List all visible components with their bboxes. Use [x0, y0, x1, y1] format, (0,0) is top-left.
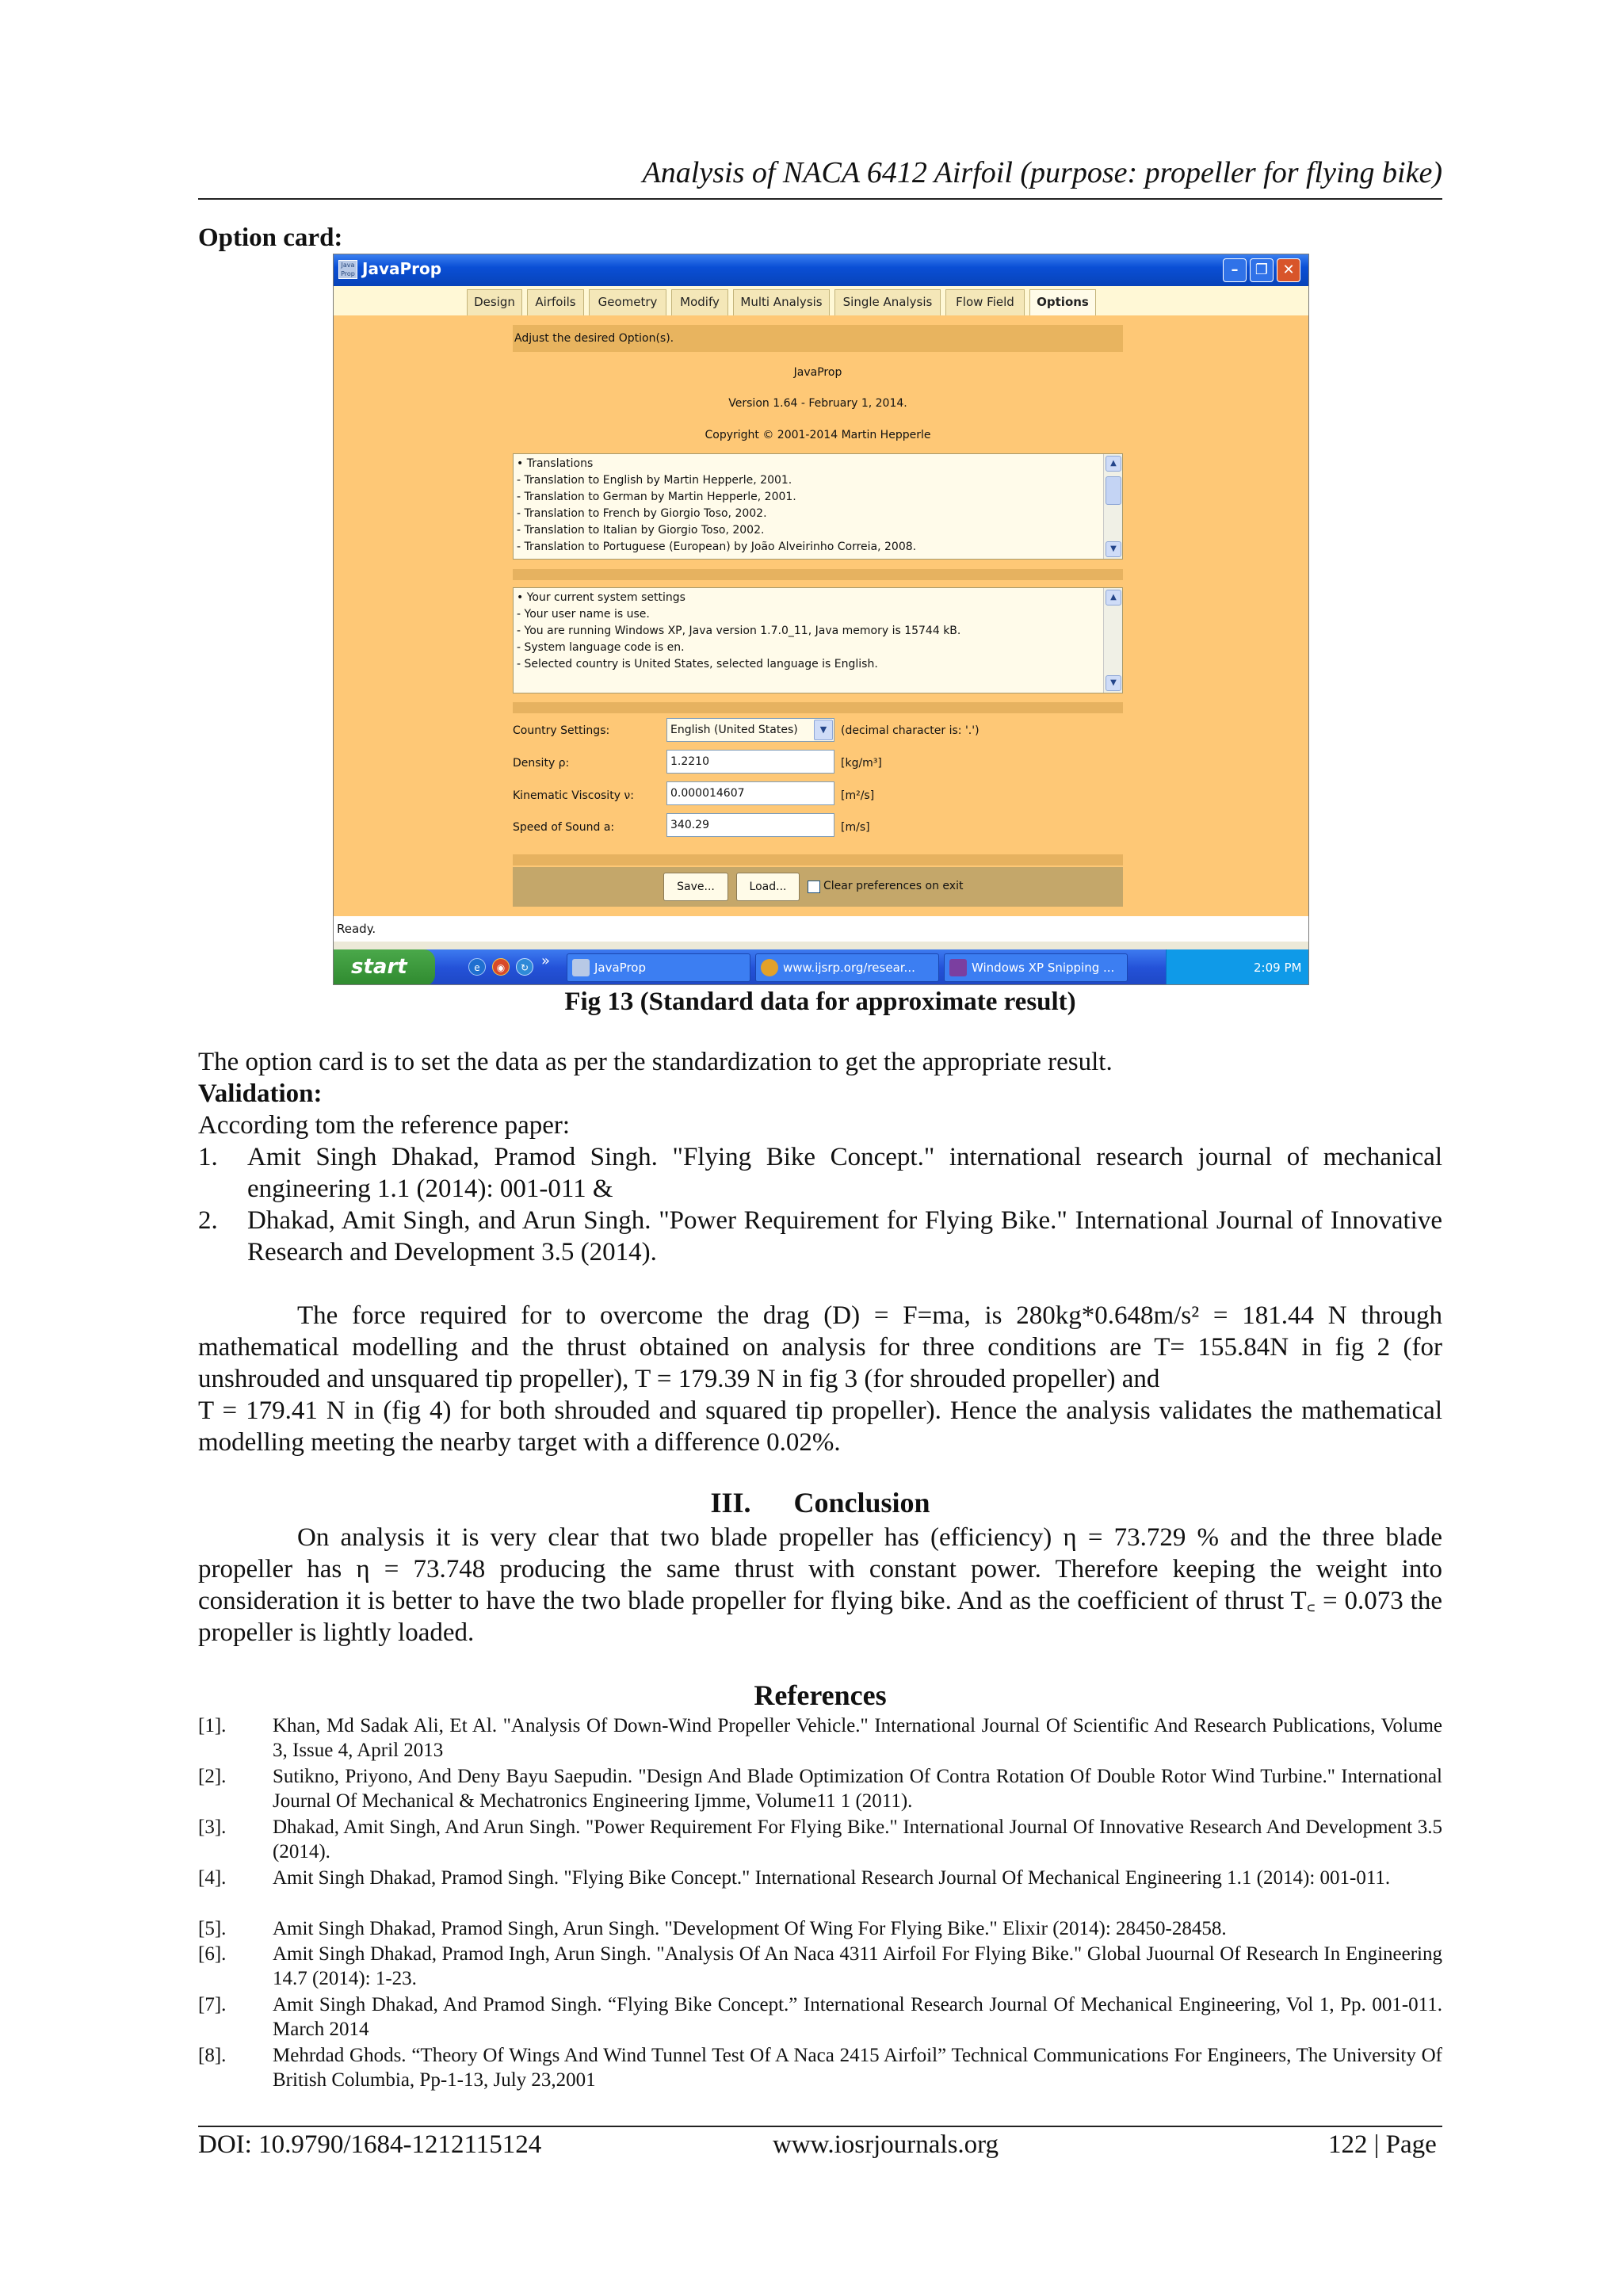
scroll-down-icon[interactable]: ▼	[1106, 675, 1121, 691]
viscosity-label: Kinematic Viscosity ν:	[513, 789, 634, 802]
paragraph-option-card: The option card is to set the data as per the standardization to get the appropriate result.	[198, 1048, 1113, 1076]
window-titlebar	[334, 254, 1308, 286]
status-text: Ready.	[334, 916, 1308, 942]
separator-strip	[513, 854, 1123, 865]
chrome-quicklaunch-icon[interactable]: ◉	[492, 958, 510, 976]
instruction-bar: Adjust the desired Option(s).	[513, 325, 1123, 352]
taskbar-item-label: www.ijsrp.org/resear...	[783, 961, 915, 975]
reference-item: Amit Singh Dhakad, Pramod Singh, Arun Singh. "Development Of Wing For Flying Bike." Elixir (2014): 28450-28458.	[273, 1918, 1227, 1939]
reference-number: [5].	[198, 1918, 227, 1939]
text-line: - Translation to English by Martin Hepperle, 2001.	[517, 474, 792, 487]
separator-strip	[513, 569, 1123, 580]
reference-item: Amit Singh Dhakad, And Pramod Singh. “Flying Bike Concept.” International Research Journal Of Mechanical Engineering, Vol 1, Pp. 001-011. March 2014	[273, 1994, 1442, 2040]
tab-geometry[interactable]: Geometry	[589, 289, 666, 315]
ie-quicklaunch-icon[interactable]: e	[468, 958, 486, 976]
expand-quicklaunch-icon[interactable]: »	[541, 953, 551, 969]
taskbar-item-snipping[interactable]	[944, 953, 1128, 982]
tab-design[interactable]: Design	[467, 289, 522, 315]
tab-multi-analysis[interactable]: Multi Analysis	[733, 289, 830, 315]
text-line: - Translation to Italian by Giorgio Toso, 2002.	[517, 524, 765, 537]
translations-textarea[interactable]	[513, 453, 1123, 560]
tab-bar	[334, 286, 1308, 315]
reference-number: [6].	[198, 1943, 227, 1965]
footer-doi: DOI: 10.9790/1684-1212115124	[198, 2130, 542, 2159]
running-title: Analysis of NACA 6412 Airfoil (purpose: propeller for flying bike)	[198, 152, 1442, 200]
scrollbar[interactable]	[1103, 454, 1122, 559]
density-unit: [kg/m³]	[841, 757, 882, 770]
refresh-quicklaunch-icon[interactable]: ↻	[516, 958, 533, 976]
footer-rule	[198, 2126, 1442, 2127]
speed-of-sound-label: Speed of Sound a:	[513, 821, 615, 834]
start-button[interactable]: start	[334, 949, 435, 985]
load-button[interactable]: Load...	[736, 873, 800, 901]
scroll-up-icon[interactable]: ▲	[1106, 590, 1121, 606]
javaprop-app-icon: Java Prop	[338, 260, 357, 279]
system-tray	[1166, 949, 1308, 985]
scroll-down-icon[interactable]: ▼	[1106, 541, 1121, 557]
viscosity-unit: [m²/s]	[841, 789, 875, 802]
restore-button[interactable]: ❐	[1250, 258, 1274, 282]
reference-item: Khan, Md Sadak Ali, Et Al. "Analysis Of Down-Wind Propeller Vehicle." International Journal Of Scientific And Research Publications, Volume 3, Issue 4, April 2013	[273, 1715, 1442, 1761]
tab-flow-field[interactable]: Flow Field	[945, 289, 1025, 315]
reference-item: Amit Singh Dhakad, Pramod Ingh, Arun Singh. "Analysis Of An Naca 4311 Airfoil For Flying Bike." Global Juournal Of Research In Engineering 14.7 (2014): 1-23.	[273, 1943, 1442, 1989]
reference-number: [4].	[198, 1867, 227, 1889]
save-button[interactable]: Save...	[663, 873, 728, 901]
button-bar	[513, 867, 1123, 907]
country-select[interactable]	[666, 718, 834, 742]
app-name: JavaProp	[793, 366, 842, 379]
reference-number: [2].	[198, 1766, 227, 1787]
copyright-text: Copyright © 2001-2014 Martin Hepperle	[705, 429, 931, 441]
text-line: - Selected country is United States, selected language is English.	[517, 658, 878, 670]
text-line: - You are running Windows XP, Java version 1.7.0_11, Java memory is 15744 kB.	[517, 625, 961, 637]
scroll-up-icon[interactable]: ▲	[1106, 456, 1121, 472]
decimal-char-note: (decimal character is: '.')	[841, 724, 980, 737]
footer-page-number: 122 | Page	[1328, 2130, 1437, 2159]
chrome-icon	[761, 959, 778, 976]
reference-number: [1].	[198, 1715, 227, 1736]
reference-item: Amit Singh Dhakad, Pramod Singh. "Flying Bike Concept." International Research Journal Of Mechanical Engineering 1.1 (2014): 001-011.	[273, 1867, 1391, 1889]
text-line: - Translation to Portuguese (European) by João Alveirinho Correia, 2008.	[517, 541, 917, 553]
window-title: JavaProp	[362, 259, 442, 278]
paragraph-force: The force required for to overcome the drag (D) = F=ma, is 280kg*0.648m/s² = 181.44 N through mathematical modelling and the thrust obtained on analysis for three conditions are T= 155.84N in fig 2 (for unshrouded and unsquared tip propeller), T = 179.39 N in fig 3 (for shrouded propeller) and	[198, 1301, 1442, 1393]
text-line: - Your user name is use.	[517, 608, 650, 621]
reference-number: [7].	[198, 1994, 227, 2015]
text-line: • Your current system settings	[517, 591, 685, 604]
javaprop-screenshot	[333, 254, 1309, 985]
clear-preferences-checkbox[interactable]	[808, 881, 820, 893]
windows-taskbar	[334, 949, 1308, 985]
list-item: Amit Singh Dhakad, Pramod Singh. "Flying Bike Concept." international research journal of mechanical engineering 1.1 (2014): 001-011 &	[247, 1143, 1442, 1203]
list-item-number: 1.	[198, 1143, 218, 1171]
text-line: - Translation to French by Giorgio Toso, 2002.	[517, 507, 767, 520]
snipping-tool-icon	[949, 959, 967, 976]
tab-airfoils[interactable]: Airfoils	[527, 289, 584, 315]
tab-single-analysis[interactable]: Single Analysis	[834, 289, 941, 315]
scroll-thumb[interactable]	[1106, 476, 1121, 505]
speed-of-sound-unit: [m/s]	[841, 821, 870, 834]
paragraph-force-continued: T = 179.41 N in (fig 4) for both shrouded and squared tip propeller). Hence the analysis validates the mathematical modelling meeting the nearby target with a difference 0.02%.	[198, 1396, 1442, 1457]
reference-number: [3].	[198, 1817, 227, 1838]
validation-heading: Validation:	[198, 1079, 323, 1108]
reference-item: Sutikno, Priyono, And Deny Bayu Saepudin. "Design And Blade Optimization Of Contra Rotation Of Double Rotor Wind Turbine." International Journal Of Mechanical & Mechatronics Engineering Ijmme, Volume11 1 (2011).	[273, 1766, 1442, 1812]
system-settings-textarea[interactable]	[513, 587, 1123, 693]
chevron-down-icon[interactable]: ▼	[814, 720, 833, 740]
speed-of-sound-input[interactable]: 340.29	[666, 813, 834, 837]
footer-site: www.iosrjournals.org	[773, 2130, 999, 2159]
clock: 2:09 PM	[1254, 961, 1302, 975]
taskbar-item-javaprop[interactable]	[567, 953, 750, 982]
taskbar-item-browser[interactable]	[755, 953, 939, 982]
taskbar-item-label: JavaProp	[594, 961, 647, 975]
country-settings-label: Country Settings:	[513, 724, 610, 737]
reference-item: Dhakad, Amit Singh, And Arun Singh. "Power Requirement For Flying Bike." International Journal Of Innovative Research And Development 3.5 (2014).	[273, 1817, 1442, 1862]
text-line: - Translation to German by Martin Hepperle, 2001.	[517, 491, 796, 503]
conclusion-heading: III. Conclusion	[710, 1487, 930, 1519]
country-select-value: English (United States)	[670, 724, 798, 736]
tab-options[interactable]: Options	[1029, 289, 1096, 315]
viscosity-input[interactable]: 0.000014607	[666, 781, 834, 805]
scrollbar[interactable]	[1103, 588, 1122, 693]
minimize-button[interactable]: –	[1223, 258, 1247, 282]
tab-modify[interactable]: Modify	[671, 289, 728, 315]
separator-strip	[513, 702, 1123, 713]
javaprop-app-icon	[572, 959, 590, 976]
text-line: • Translations	[517, 457, 594, 470]
version-text: Version 1.64 - February 1, 2014.	[728, 397, 907, 410]
conclusion-text: On analysis it is very clear that two blade propeller has (efficiency) η = 73.729 % and the three blade propeller has η = 73.748 producing the same thrust with constant power. Therefore keeping the weight into consideration it is better to have the two blade propeller for flying bike. And as the coefficient of thrust T꜀ = 0.073 the propeller is lightly loaded.	[198, 1523, 1442, 1647]
list-item: Dhakad, Amit Singh, and Arun Singh. "Power Requirement for Flying Bike." International Journal of Innovative Research and Development 3.5 (2014).	[247, 1206, 1442, 1266]
section-label-option-card: Option card:	[198, 223, 343, 252]
list-item-number: 2.	[198, 1206, 218, 1235]
clear-preferences-label: Clear preferences on exit	[823, 880, 964, 892]
density-label: Density ρ:	[513, 757, 570, 770]
options-panel	[334, 315, 1309, 916]
reference-number: [8].	[198, 2045, 227, 2066]
close-button[interactable]: ✕	[1277, 258, 1300, 282]
taskbar-item-label: Windows XP Snipping ...	[972, 961, 1115, 975]
density-input[interactable]: 1.2210	[666, 750, 834, 774]
figure-caption: Fig 13 (Standard data for approximate result)	[564, 988, 1076, 1016]
validation-intro: According tom the reference paper:	[198, 1111, 571, 1140]
references-heading: References	[754, 1679, 887, 1711]
text-line: - System language code is en.	[517, 641, 685, 654]
reference-item: Mehrdad Ghods. “Theory Of Wings And Wind Tunnel Test Of A Naca 2415 Airfoil” Technical Communications For Engineers, The University Of British Columbia, Pp-1-13, July 23,2001	[273, 2045, 1442, 2091]
